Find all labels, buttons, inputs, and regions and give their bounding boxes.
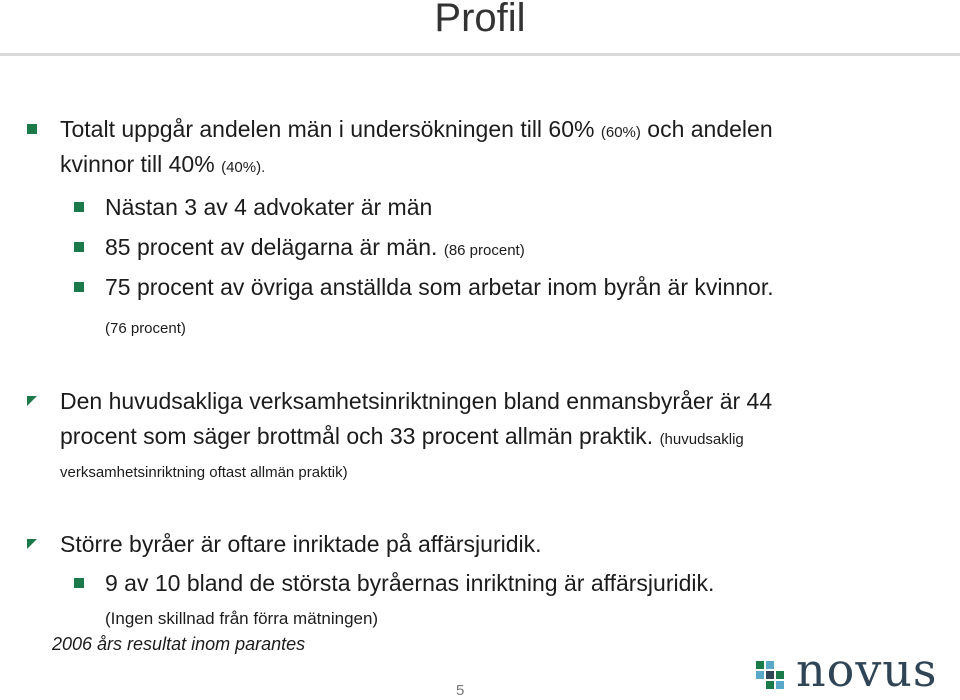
list-item — [105, 312, 186, 339]
list-item — [60, 423, 744, 450]
bullet-icon — [27, 539, 37, 549]
list-item — [60, 151, 265, 178]
page-number: 5 — [456, 682, 465, 699]
item-text: kvinnor till 40% — [60, 151, 215, 177]
item-text: Nästan 3 av 4 advokater är män — [105, 194, 433, 220]
bullet-icon — [27, 396, 37, 406]
list-item — [105, 234, 525, 261]
bullet-icon — [74, 202, 84, 212]
list-item — [105, 194, 432, 221]
list-item — [105, 603, 378, 630]
item-note: (60%) — [600, 124, 641, 141]
item-note: (huvudsaklig — [659, 431, 744, 448]
bullet-icon — [74, 282, 84, 292]
novus-logo-text: novus — [796, 643, 938, 697]
item-text: Totalt uppgår andelen män i undersökningen till 60% — [60, 116, 595, 142]
bullet-icon — [74, 242, 84, 252]
page-title: Profil — [434, 0, 526, 40]
item-note: (Ingen skillnad från förra mätningen) — [105, 609, 379, 628]
list-item — [105, 274, 774, 301]
footnote: 2006 års resultat inom parantes — [52, 634, 306, 654]
item-text: 75 procent av övriga anställda som arbetar inom byrån är kvinnor. — [105, 274, 774, 300]
novus-logo — [756, 643, 956, 697]
list-item — [60, 388, 772, 415]
item-note: verksamhetsinriktning oftast allmän praktik) — [60, 464, 348, 481]
item-text: 9 av 10 bland de största byråernas inriktning är affärsjuridik. — [105, 570, 715, 596]
bullet-icon — [27, 124, 37, 134]
item-note: (40%). — [221, 159, 266, 176]
list-item — [60, 531, 542, 558]
list-item — [105, 570, 714, 597]
list-item — [60, 456, 348, 483]
bullet-icon — [74, 578, 84, 588]
item-text: Den huvudsakliga verksamhetsinriktningen bland enmansbyråer är 44 — [60, 388, 773, 414]
item-text: Större byråer är oftare inriktade på affärsjuridik. — [60, 531, 542, 557]
title-divider — [0, 53, 960, 56]
novus-logo-mark-icon — [756, 659, 790, 689]
item-text-after: och andelen — [647, 116, 773, 142]
list-item — [60, 116, 773, 143]
item-text: 85 procent av delägarna är män. — [105, 234, 438, 260]
item-text: procent som säger brottmål och 33 procent allmän praktik. — [60, 423, 654, 449]
item-note: (76 procent) — [105, 320, 186, 337]
item-note: (86 procent) — [443, 242, 525, 259]
